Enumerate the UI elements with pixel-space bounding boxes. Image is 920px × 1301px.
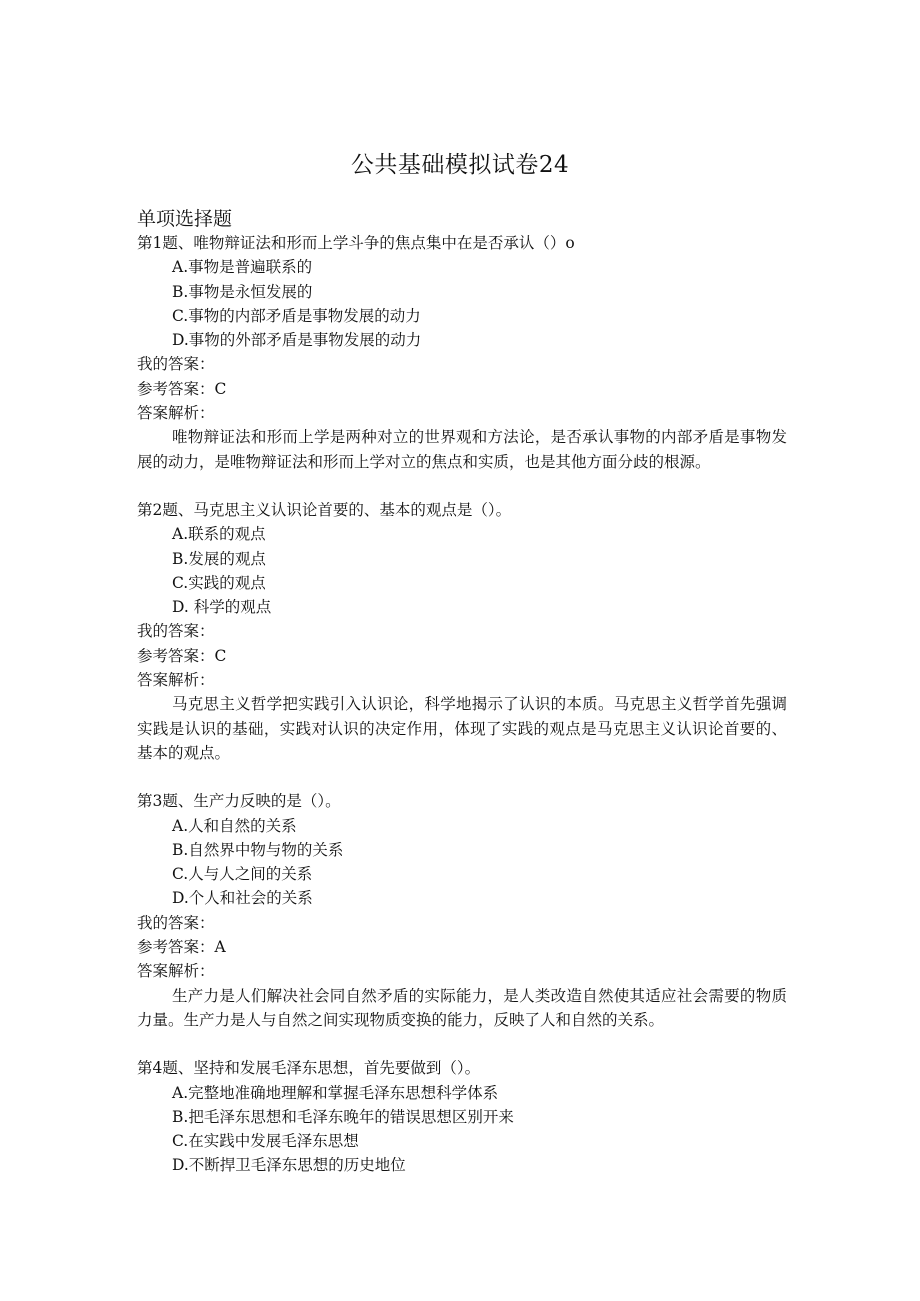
option-b: B.把毛泽东思想和毛泽东晚年的错误思想区别开来 xyxy=(172,1107,514,1126)
option-b: B.事物是永恒发展的 xyxy=(172,282,313,301)
reference-answer-value: C xyxy=(214,646,227,665)
option-c: C.实践的观点 xyxy=(172,573,266,592)
reference-answer-value: A xyxy=(214,938,226,957)
explanation-text: 生产力是人们解决社会同自然矛盾的实际能力，是人类改造自然使其适应社会需要的物质力量。生产力是人与自然之间实现物质变换的能力，反映了人和自然的关系。 xyxy=(137,986,787,1029)
option-d: D.个人和社会的关系 xyxy=(172,889,313,908)
option-c: C.在实践中发展毛泽东思想 xyxy=(172,1132,359,1151)
questions-area xyxy=(137,231,787,1202)
explanation-label: 答案解析： xyxy=(137,962,215,981)
reference-answer-label: 参考答案： xyxy=(137,646,215,665)
reference-answer-value: C xyxy=(214,379,227,398)
document-title: 公共基础模拟试卷24 xyxy=(350,152,570,178)
question-4 xyxy=(137,1056,787,1177)
explanation-text: 马克思主义哲学把实践引入认识论，科学地揭示了认识的本质。马克思主义哲学首先强调实践是认识的基础，实践对认识的决定作用，体现了实践的观点是马克思主义认识论首要的、基本的观点。 xyxy=(137,695,787,762)
option-b: B.发展的观点 xyxy=(172,549,266,568)
question-2 xyxy=(137,498,787,765)
reference-answer xyxy=(137,935,787,959)
option-c: C.事物的内部矛盾是事物发展的动力 xyxy=(172,306,421,325)
explanation-label: 答案解析： xyxy=(137,404,215,423)
option-a: A.联系的观点 xyxy=(172,525,266,544)
option-a: A.事物是普遍联系的 xyxy=(172,258,313,277)
reference-answer xyxy=(137,644,787,668)
section-heading: 单项选择题 xyxy=(137,208,233,230)
reference-answer-label: 参考答案： xyxy=(137,938,215,957)
option-d: D.事物的外部矛盾是事物发展的动力 xyxy=(172,331,422,350)
question-1 xyxy=(137,231,787,474)
question-stem: 第3题、生产力反映的是（）。 xyxy=(137,792,341,811)
question-stem: 第2题、马克思主义认识论首要的、基本的观点是（）。 xyxy=(137,500,512,519)
my-answer-label: 我的答案： xyxy=(137,622,215,641)
my-answer-label: 我的答案： xyxy=(137,355,215,374)
my-answer-label: 我的答案： xyxy=(137,913,215,932)
question-3 xyxy=(137,789,787,1032)
option-d: D.不断捍卫毛泽东思想的历史地位 xyxy=(172,1156,406,1175)
reference-answer-label: 参考答案： xyxy=(137,379,215,398)
reference-answer xyxy=(137,377,787,401)
explanation-text: 唯物辩证法和形而上学是两种对立的世界观和方法论，是否承认事物的内部矛盾是事物发展的动力，是唯物辩证法和形而上学对立的焦点和实质，也是其他方面分歧的根源。 xyxy=(137,428,787,471)
question-stem: 第4题、坚持和发展毛泽东思想，首先要做到（）。 xyxy=(137,1059,481,1078)
option-c: C.人与人之间的关系 xyxy=(172,865,313,884)
option-b: B.自然界中物与物的关系 xyxy=(172,840,344,859)
option-d: D. 科学的观点 xyxy=(172,598,272,617)
question-stem: 第1题、唯物辩证法和形而上学斗争的焦点集中在是否承认（）o xyxy=(137,234,575,252)
option-a: A.人和自然的关系 xyxy=(172,816,297,835)
explanation-label: 答案解析： xyxy=(137,671,215,690)
option-a: A.完整地准确地理解和掌握毛泽东思想科学体系 xyxy=(172,1083,499,1102)
